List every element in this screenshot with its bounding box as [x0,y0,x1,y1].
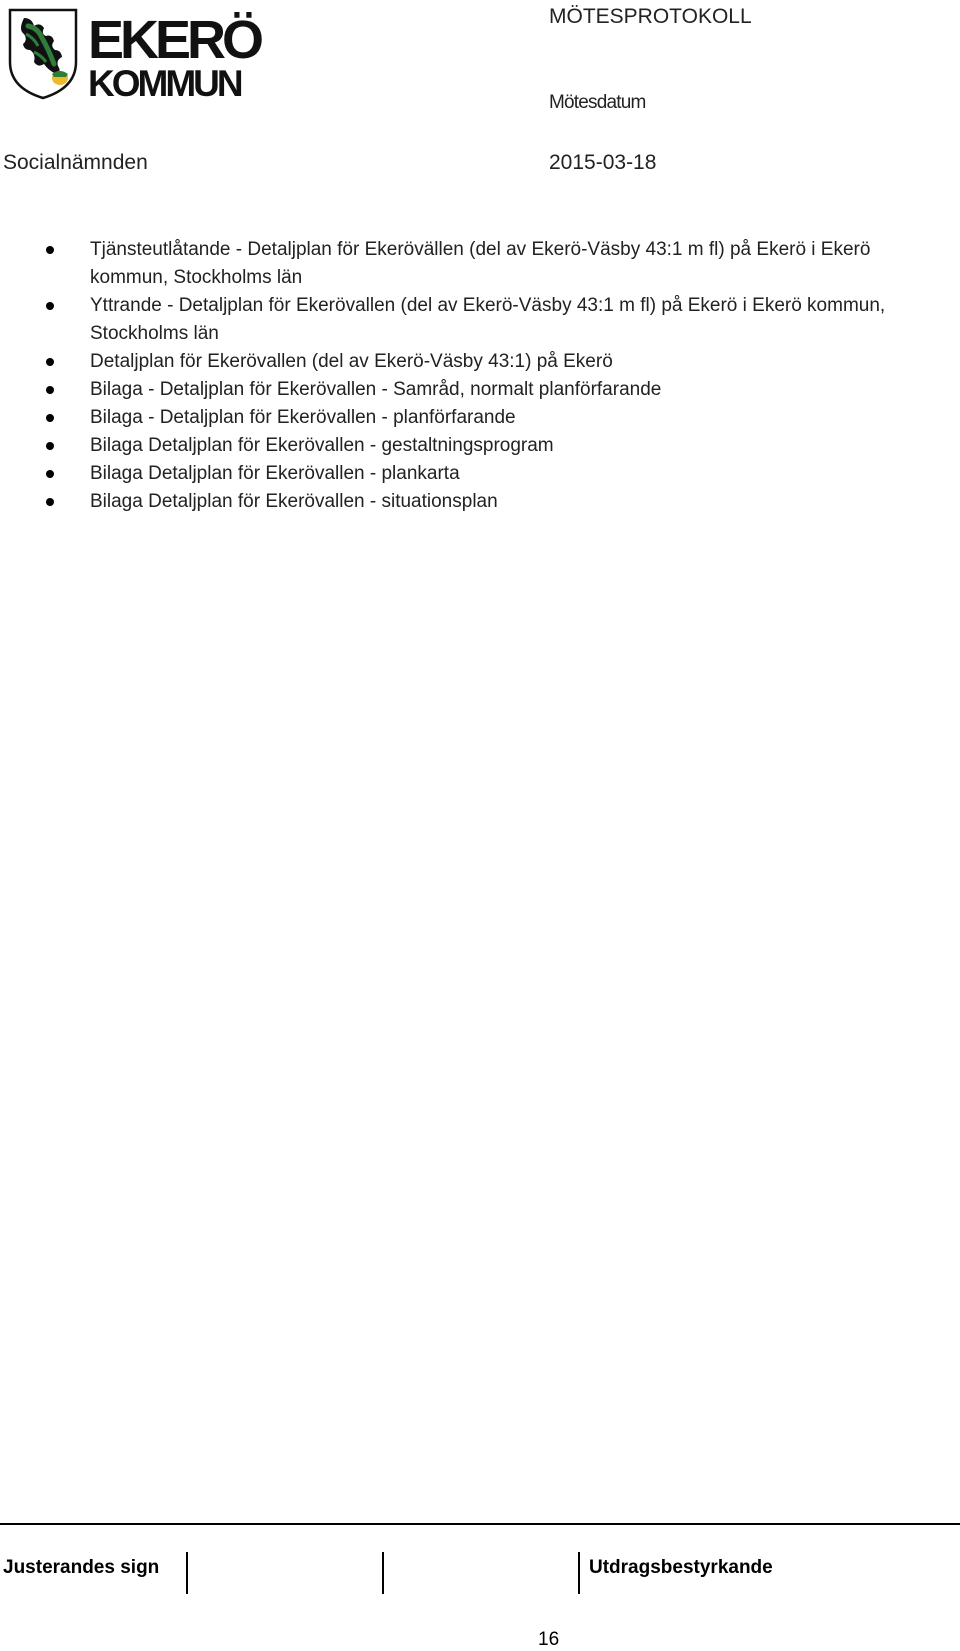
meeting-date-value: 2015-03-18 [549,151,657,174]
signature-box-divider [382,1552,384,1594]
signature-box-divider [578,1552,580,1594]
list-item-text: Tjänsteutlåtande - Detaljplan för Ekerövällen (del av Ekerö-Väsby 43:1 m fl) på Ekerö i Ekerö kommun, Stockholms län [90,239,871,288]
bullet-icon [46,414,54,422]
list-item [0,460,960,488]
logo-line2: KOMMUN [88,63,241,104]
list-item [0,404,960,432]
meeting-date-label: Mötesdatum [549,92,646,113]
attachment-list [0,236,960,516]
bullet-icon [46,358,54,366]
page-number: 16 [538,1629,560,1650]
list-item [0,292,960,348]
list-item-text: Bilaga Detaljplan för Ekerövallen - gestaltningsprogram [90,435,554,456]
list-item [0,348,960,376]
bullet-icon [46,470,54,478]
justerandes-sign-label: Justerandes sign [3,1557,160,1578]
organization-name: Socialnämnden [3,151,148,174]
document-type: MÖTESPROTOKOLL [549,5,752,28]
ekero-kommun-logo [8,4,270,104]
bullet-icon [46,386,54,394]
list-item-text: Bilaga - Detaljplan för Ekerövallen - Samråd, normalt planförfarande [90,379,662,400]
list-item-text: Bilaga Detaljplan för Ekerövallen - plankarta [90,463,460,484]
utdragsbestyrkande-label: Utdragsbestyrkande [589,1557,773,1578]
signature-box-divider [186,1552,188,1594]
list-item [0,488,960,516]
bullet-icon [46,498,54,506]
list-item [0,236,960,292]
logo-line1: EKERÖ [88,10,261,70]
list-item-text: Bilaga Detaljplan för Ekerövallen - situationsplan [90,491,498,512]
list-item-text: Detaljplan för Ekerövallen (del av Ekerö-Väsby 43:1) på Ekerö [90,351,613,372]
list-item [0,432,960,460]
bullet-icon [46,442,54,450]
list-item-text: Bilaga - Detaljplan för Ekerövallen - planförfarande [90,407,516,428]
bullet-icon [46,246,54,254]
list-item [0,376,960,404]
list-item-text: Yttrande - Detaljplan för Ekerövallen (del av Ekerö-Väsby 43:1 m fl) på Ekerö i Ekerö kommun, Stockholms län [90,295,886,344]
bullet-icon [46,302,54,310]
footer-divider [0,1523,960,1525]
